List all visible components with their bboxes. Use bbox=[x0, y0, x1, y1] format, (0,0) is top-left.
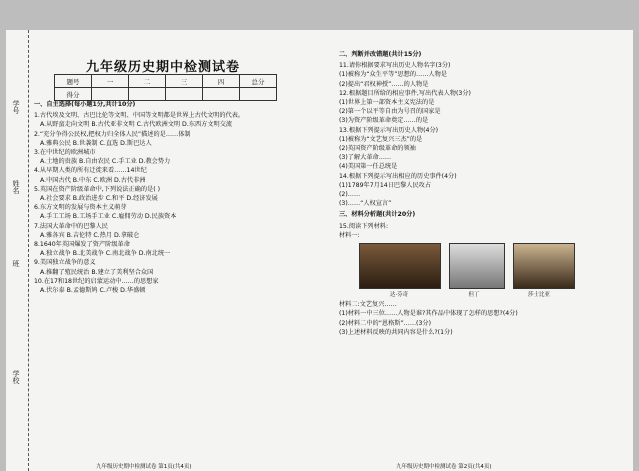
question-options: A.伏尔泰 B.孟德斯鸠 C.卢梭 D.华盛顿 bbox=[40, 287, 146, 295]
question-options: A.社会要求 B.政治进步 C.和平 D.经济发展 bbox=[40, 195, 158, 203]
section2-questions bbox=[339, 61, 629, 208]
score-cell: 三 bbox=[166, 75, 203, 88]
question-options: A.独立战争 B.北美战争 C.南北战争 D.南北统一 bbox=[40, 250, 171, 258]
score-cell: 总分 bbox=[240, 75, 277, 88]
fill-question: (2)提出“君权神授”……的人物是 bbox=[339, 80, 429, 88]
fill-question: (2)…… bbox=[339, 191, 361, 199]
question-options: A.从野蛮走向文明 B.古代亚非文明 C.古代欧洲文明 D.东西方文明交流 bbox=[40, 121, 233, 129]
margin-label-class: 班 bbox=[12, 260, 20, 267]
section1-questions bbox=[34, 111, 324, 295]
score-cell: 四 bbox=[203, 75, 240, 88]
score-cell: 题号 bbox=[55, 75, 92, 88]
question-options: A.雅各宾 B.吉伦特 C.热月 D.拿破仑 bbox=[40, 231, 140, 239]
margin-label-school: 学校 bbox=[12, 370, 20, 384]
material2: 材料二:文艺复兴…… bbox=[339, 301, 397, 309]
question-text: 7.法国大革命中的巴黎人民 bbox=[34, 222, 108, 230]
question-options: A.土地的贵族 B.自由农民 C.手工业 D.教会势力 bbox=[40, 158, 171, 166]
fill-question: (1)被称为“文艺复兴三杰”的是 bbox=[339, 135, 423, 143]
question-options: A.手工工场 B.工场手工业 C.雇佣劳动 D.民族资本 bbox=[40, 213, 177, 221]
fill-question: (4)美国第一任总统是 bbox=[339, 163, 398, 171]
question-text: 4.从早期人类的所有迁徙来看……14世纪 bbox=[34, 167, 147, 175]
davinci-portrait bbox=[359, 243, 441, 289]
fill-question: 13.根据下列提示写出历史人物(4分) bbox=[339, 126, 439, 134]
material-q2: (2)材料二中的“恩格斯”……(3分) bbox=[339, 319, 432, 327]
section1-heading: 一、自主选择(每小题1分,共计10分) bbox=[34, 101, 136, 108]
section3-heading: 三、材料分析题(共计20分) bbox=[339, 211, 416, 219]
fill-question: (1)被称为“众生平等”思想的……人物是 bbox=[339, 71, 447, 79]
right-column bbox=[339, 48, 629, 337]
caption-shakespeare: 莎士比亚 bbox=[527, 292, 550, 299]
question-text: 8.1640年英国爆发了资产阶级革命 bbox=[34, 241, 130, 249]
fill-question: 12.根据题目所给的相应事件,写出代表人物(3分) bbox=[339, 89, 471, 97]
fill-question: (3)为资产阶级革命奠定……的是 bbox=[339, 117, 429, 125]
material-label: 15.阅读下列材料: bbox=[339, 222, 389, 230]
question-text: 2.“充分争得公民权,把权力归全体人民”描述的是……体制 bbox=[34, 130, 191, 138]
fill-question: 11.请你根据要求写出历史人物名字(3分) bbox=[339, 62, 451, 70]
fill-question: (3)了解大革命…… bbox=[339, 154, 392, 162]
score-cell: 得分 bbox=[55, 88, 92, 101]
material-q1: (1)材料一中三位……人物是谁?其作品中体现了怎样的思想?(4分) bbox=[339, 310, 518, 318]
exam-paper bbox=[6, 30, 633, 471]
question-text: 10.在17和18世纪的启蒙运动中……的思想家 bbox=[34, 277, 159, 285]
portrait-row bbox=[359, 243, 629, 289]
caption-dante: 但丁 bbox=[468, 292, 480, 299]
margin-label-name: 姓名 bbox=[12, 180, 20, 194]
footer-right: 九年级历史期中检测试卷 第2页(共4页) bbox=[396, 464, 492, 470]
score-table bbox=[54, 74, 277, 101]
question-text: 1.古代埃及文明、古巴比伦等文明、中国等文明都是世界上古代文明的代表。 bbox=[34, 112, 245, 120]
question-text: 9.美国独立战争的意义 bbox=[34, 259, 96, 267]
binding-margin bbox=[6, 30, 29, 471]
dante-portrait bbox=[449, 243, 505, 289]
question-text: 3.在中世纪的欧洲城市 bbox=[34, 149, 96, 157]
exam-title: 九年级历史期中检测试卷 bbox=[86, 60, 241, 75]
fill-question: (1)1789年7月14日巴黎人民攻占 bbox=[339, 181, 432, 189]
score-cell: 二 bbox=[129, 75, 166, 88]
fill-question: (3)……“人权宣言” bbox=[339, 200, 392, 208]
fill-question: (1)世界上第一部资本主义宪法的是 bbox=[339, 99, 435, 107]
fill-question: (2)英国资产阶级革命的领袖 bbox=[339, 145, 416, 153]
question-options: A.雅典公民 B.世袭制 C.直选 D.斯巴达人 bbox=[40, 139, 152, 147]
question-text: 5.英国在资产阶级革命中,下列说法正确的是( ) bbox=[34, 185, 161, 193]
portrait-captions bbox=[359, 291, 629, 300]
question-options: A.推翻了殖民统治 B.建立了美利坚合众国 bbox=[40, 268, 154, 276]
margin-label-id: 学号 bbox=[12, 100, 20, 114]
left-column bbox=[34, 98, 324, 295]
question-options: A.中国古代 B.中东 C.欧洲 D.古代非洲 bbox=[40, 176, 146, 184]
section2-heading: 二、判断并改错题(共计15分) bbox=[339, 51, 422, 58]
fill-question: 14.根据下列提示写出相应的历史事件(4分) bbox=[339, 172, 457, 180]
material-q3: (3)上述材料反映的共同内容是什么?(1分) bbox=[339, 328, 453, 336]
caption-davinci: 达·芬奇 bbox=[389, 292, 409, 299]
shakespeare-portrait bbox=[513, 243, 575, 289]
question-text: 6.东方文明的发展与资本主义萌芽 bbox=[34, 204, 127, 212]
fill-question: (2)第一个以平等自由为号召的国家是 bbox=[339, 108, 441, 116]
material1-label: 材料一: bbox=[339, 231, 360, 239]
score-cell: 一 bbox=[92, 75, 129, 88]
footer-left: 九年级历史期中检测试卷 第1页(共4页) bbox=[96, 464, 192, 470]
